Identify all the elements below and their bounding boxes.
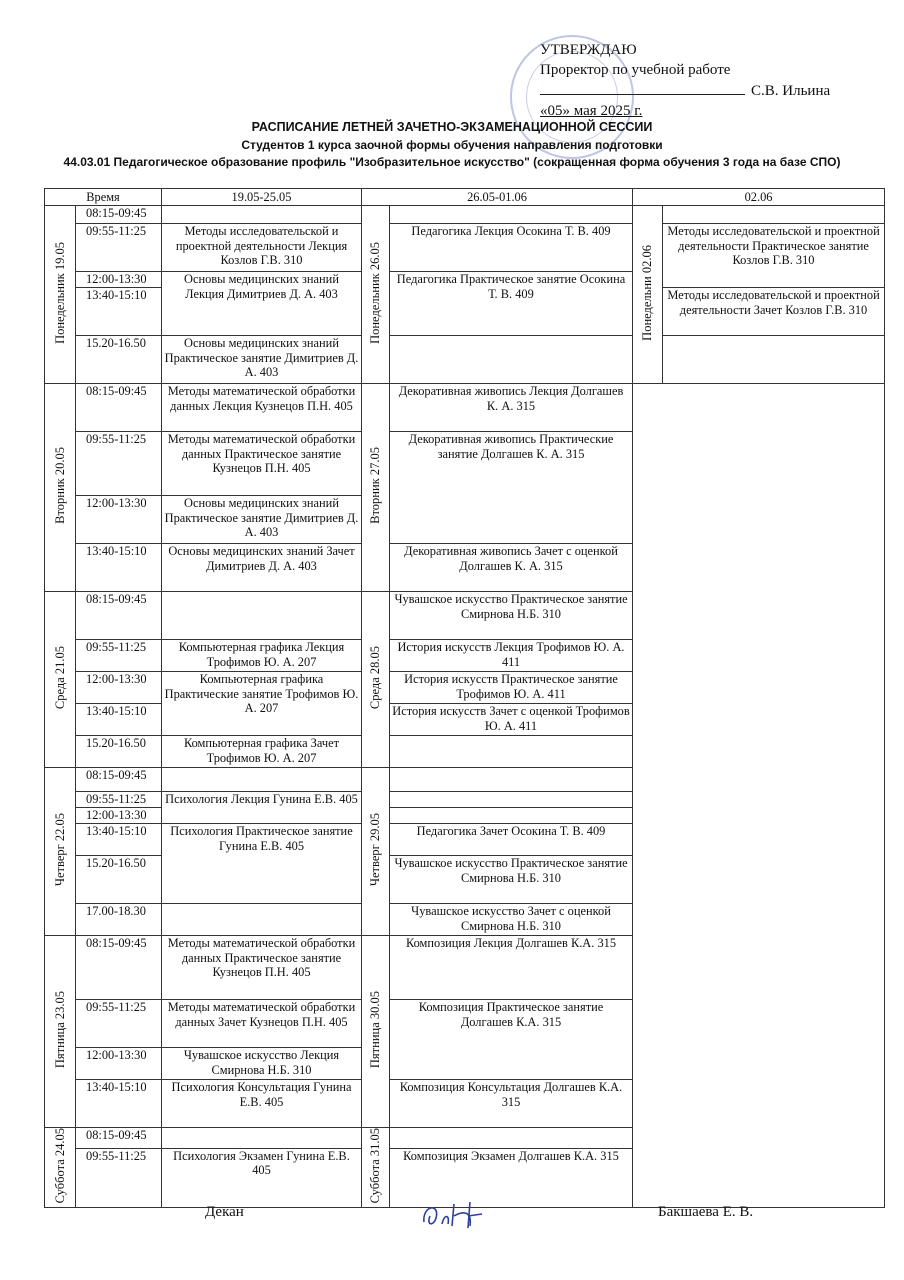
time-cell: 12:00-13:30 (76, 272, 162, 288)
empty-area (633, 384, 885, 1208)
time-cell: 15.20-16.50 (76, 336, 162, 384)
lesson-cell (663, 336, 885, 384)
lesson-cell: Компьютерная графика Практические занятие Трофимов Ю. А. 207 (162, 672, 362, 736)
document-program: 44.03.01 Педагогическое образование профиль "Изобразительное искусство" (сокращенная форма обучения 3 года на базе СПО) (63, 155, 841, 169)
time-cell: 09:55-11:25 (76, 640, 162, 672)
header-week2: 26.05-01.06 (362, 189, 633, 206)
time-cell: 12:00-13:30 (76, 496, 162, 544)
document-titles (0, 118, 904, 171)
lesson-cell: Чувашское искусство Практическое занятие Смирнова Н.Б. 310 (390, 856, 633, 904)
lesson-cell: Основы медицинских знаний Практическое занятие Димитриев Д. А. 403 (162, 496, 362, 544)
approval-date: «05» мая 2025 г. (540, 103, 643, 119)
lesson-cell: Композиция Консультация Долгашев К.А. 315 (390, 1080, 633, 1128)
lesson-cell (390, 206, 633, 224)
lesson-cell: Психология Консультация Гунина Е.В. 405 (162, 1080, 362, 1128)
time-cell: 09:55-11:25 (76, 1000, 162, 1048)
signature-line (540, 80, 745, 95)
lesson-cell: История искусств Лекция Трофимов Ю. А. 411 (390, 640, 633, 672)
lesson-cell: Методы исследовательской и проектной деятельности Зачет Козлов Г.В. 310 (663, 288, 885, 336)
time-cell: 09:55-11:25 (76, 224, 162, 272)
lesson-cell: Декоративная живопись Лекция Долгашев К. А. 315 (390, 384, 633, 432)
lesson-cell: История искусств Зачет с оценкой Трофимов Ю. А. 411 (390, 704, 633, 736)
lesson-cell (162, 768, 362, 792)
time-cell: 13:40-15:10 (76, 1080, 162, 1128)
lesson-cell: Компьютерная графика Зачет Трофимов Ю. А. 207 (162, 736, 362, 768)
time-cell: 13:40-15:10 (76, 824, 162, 856)
lesson-cell: Методы математической обработки данных Лекция Кузнецов П.Н. 405 (162, 384, 362, 432)
lesson-cell (390, 768, 633, 792)
time-cell: 12:00-13:30 (76, 1048, 162, 1080)
lesson-cell: Основы медицинских знаний Лекция Димитриев Д. А. 403 (162, 272, 362, 336)
document-title: РАСПИСАНИЕ ЛЕТНЕЙ ЗАЧЕТНО-ЭКЗАМЕНАЦИОННОЙ СЕССИИ (251, 120, 653, 134)
schedule-table (44, 188, 885, 1208)
lesson-cell: Композиция Лекция Долгашев К.А. 315 (390, 936, 633, 1000)
day-cell-mon2: Понедельник 26.05 (362, 206, 390, 384)
approval-role: Проректор по учебной работе (540, 62, 731, 78)
lesson-cell: Педагогика Практическое занятие Осокина Т. В. 409 (390, 272, 633, 336)
lesson-cell: Компьютерная графика Лекция Трофимов Ю. А. 207 (162, 640, 362, 672)
lesson-cell: Чувашское искусство Зачет с оценкой Смирнова Н.Б. 310 (390, 904, 633, 936)
day-cell-fri1: Пятница 23.05 (45, 936, 76, 1128)
time-cell: 09:55-11:25 (76, 432, 162, 496)
time-cell: 08:15-09:45 (76, 1128, 162, 1149)
time-cell: 08:15-09:45 (76, 206, 162, 224)
lesson-cell (390, 736, 633, 768)
approval-block (540, 40, 860, 121)
time-cell: 12:00-13:30 (76, 808, 162, 824)
lesson-cell: Основы медицинских знаний Практическое занятие Димитриев Д. А. 403 (162, 336, 362, 384)
day-cell-thu2: Четверг 29.05 (362, 768, 390, 936)
dean-name: Бакшаева Е. В. (658, 1204, 754, 1220)
day-cell-wed2: Среда 28.05 (362, 592, 390, 768)
lesson-cell: Психология Практическое занятие Гунина Е.В. 405 (162, 824, 362, 904)
table-row (45, 206, 885, 224)
table-row (45, 336, 885, 384)
time-cell: 09:55-11:25 (76, 792, 162, 808)
lesson-cell: Чувашское искусство Практическое занятие Смирнова Н.Б. 310 (390, 592, 633, 640)
footer (0, 1204, 904, 1234)
lesson-cell (390, 808, 633, 824)
day-cell-wed1: Среда 21.05 (45, 592, 76, 768)
day-cell-fri2: Пятница 30.05 (362, 936, 390, 1128)
lesson-cell: Методы исследовательской и проектной деятельности Лекция Козлов Г.В. 310 (162, 224, 362, 272)
time-cell: 17.00-18.30 (76, 904, 162, 936)
day-cell-sat2: Суббота 31.05 (362, 1128, 390, 1208)
table-header-row (45, 189, 885, 206)
lesson-cell: Методы математической обработки данных Практическое занятие Кузнецов П.Н. 405 (162, 936, 362, 1000)
dean-signature (420, 1196, 490, 1232)
header-time: Время (45, 189, 162, 206)
lesson-cell: Педагогика Зачет Осокина Т. В. 409 (390, 824, 633, 856)
lesson-cell: Методы исследовательской и проектной деятельности Практическое занятие Козлов Г.В. 310 (663, 224, 885, 288)
lesson-cell: Чувашское искусство Лекция Смирнова Н.Б. 310 (162, 1048, 362, 1080)
lesson-cell: Методы математической обработки данных Практическое занятие Кузнецов П.Н. 405 (162, 432, 362, 496)
document-subtitle: Студентов 1 курса заочной формы обучения направления подготовки (241, 138, 663, 152)
approval-heading: УТВЕРЖДАЮ (540, 42, 637, 58)
header-week1: 19.05-25.05 (162, 189, 362, 206)
lesson-cell (663, 206, 885, 224)
header-week3: 02.06 (633, 189, 885, 206)
lesson-cell: Композиция Практическое занятие Долгашев К.А. 315 (390, 1000, 633, 1080)
lesson-cell (390, 336, 633, 384)
lesson-cell: Психология Лекция Гунина Е.В. 405 (162, 792, 362, 824)
time-cell: 12:00-13:30 (76, 672, 162, 704)
lesson-cell (162, 592, 362, 640)
lesson-cell (162, 206, 362, 224)
time-cell: 13:40-15:10 (76, 544, 162, 592)
lesson-cell: Декоративная живопись Зачет с оценкой Долгашев К. А. 315 (390, 544, 633, 592)
lesson-cell: История искусств Практическое занятие Трофимов Ю. А. 411 (390, 672, 633, 704)
lesson-cell (390, 792, 633, 808)
approval-name: С.В. Ильина (751, 83, 831, 99)
day-cell-mon1: Понедельник 19.05 (45, 206, 76, 384)
lesson-cell (162, 1128, 362, 1149)
day-cell-mon3: Понедельни 02.06 (633, 206, 663, 384)
time-cell: 08:15-09:45 (76, 592, 162, 640)
lesson-cell (162, 904, 362, 936)
lesson-cell: Педагогика Лекция Осокина Т. В. 409 (390, 224, 633, 272)
table-row (45, 384, 885, 432)
time-cell: 15.20-16.50 (76, 856, 162, 904)
time-cell: 08:15-09:45 (76, 936, 162, 1000)
lesson-cell: Композиция Экзамен Долгашев К.А. 315 (390, 1148, 633, 1207)
day-cell-thu1: Четверг 22.05 (45, 768, 76, 936)
approval-signature-row (540, 80, 860, 101)
time-cell: 08:15-09:45 (76, 768, 162, 792)
time-cell: 13:40-15:10 (76, 288, 162, 336)
time-cell: 09:55-11:25 (76, 1148, 162, 1207)
time-cell: 13:40-15:10 (76, 704, 162, 736)
time-cell: 08:15-09:45 (76, 384, 162, 432)
time-cell: 15.20-16.50 (76, 736, 162, 768)
table-row (45, 224, 885, 272)
lesson-cell: Психология Экзамен Гунина Е.В. 405 (162, 1148, 362, 1207)
day-cell-tue1: Вторник 20.05 (45, 384, 76, 592)
lesson-cell (390, 1128, 633, 1149)
dean-label: Декан (205, 1204, 244, 1220)
lesson-cell: Методы математической обработки данных Зачет Кузнецов П.Н. 405 (162, 1000, 362, 1048)
day-cell-sat1: Суббота 24.05 (45, 1128, 76, 1208)
lesson-cell: Основы медицинских знаний Зачет Димитриев Д. А. 403 (162, 544, 362, 592)
day-cell-tue2: Вторник 27.05 (362, 384, 390, 592)
lesson-cell: Декоративная живопись Практические занятие Долгашев К. А. 315 (390, 432, 633, 544)
